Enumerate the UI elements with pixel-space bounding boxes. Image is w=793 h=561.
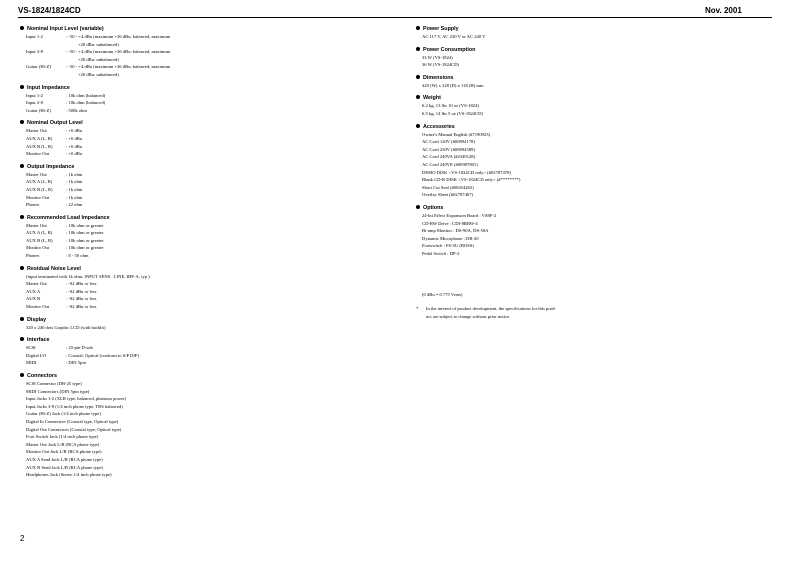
- spec-row: Guitar (Hi-Z) Jack (1/4 inch phone type): [26, 411, 101, 417]
- spec-section-residual-noise-level: [20, 266, 390, 311]
- page-number: 2: [20, 534, 25, 543]
- section-title-text: Recommended Load Impedance: [27, 214, 110, 221]
- spec-value: : Coaxial, Optical (conform to S/P DIF): [66, 352, 139, 358]
- spec-key: Master Out: [26, 171, 47, 177]
- section-title-text: Accessories: [423, 123, 455, 130]
- spec-value: : -82 dBu or less: [66, 288, 97, 294]
- spec-row: 36 W (VS-1824CD): [422, 62, 460, 68]
- spec-row: CD-RW Drive : CDI-8RRW-4: [422, 220, 478, 226]
- spec-value: : 10k ohm or greater: [66, 245, 104, 251]
- section-title-text: Nominal Output Level: [27, 120, 83, 127]
- spec-value: : DIN 5pin: [66, 360, 86, 366]
- spec-key: Phones: [26, 202, 40, 208]
- bullet-icon: [20, 26, 24, 30]
- spec-key: AUX A: [26, 288, 41, 294]
- spec-section-output-impedance: [20, 164, 390, 209]
- spec-row: [20, 127, 390, 135]
- spec-value: : 1k ohm: [66, 179, 83, 185]
- spec-row: Overlay Sheet (#02787467): [422, 192, 474, 198]
- spec-row: Digital In Connectors (Coaxial type, Optical type): [26, 418, 119, 424]
- spec-row: [20, 107, 390, 115]
- spec-section-power-supply: [416, 26, 786, 41]
- spec-row: [20, 288, 390, 296]
- note-line-1: In the interest of product development, the specifications for this prod-: [426, 306, 556, 312]
- spec-row: Master Out Jack L/R (RCA phone type): [26, 441, 100, 447]
- spec-section-connectors: [20, 373, 390, 479]
- spec-key: Guitar (Hi-Z): [26, 107, 51, 113]
- section-title-text: Interface: [27, 337, 50, 344]
- spec-row: 420 (W) x 328 (D) x 118 (H) mm: [422, 82, 484, 88]
- spec-value: +20 dBu: unbalanced): [78, 41, 119, 47]
- spec-row: [20, 303, 390, 311]
- spec-row: Blank CD-R DISK <VS-1824CD only> (#********): [422, 177, 521, 183]
- spec-key: Input 2-8: [26, 100, 43, 106]
- spec-row: Digital Out Connectors (Coaxial type, Optical type): [26, 426, 122, 432]
- spec-value: : +0 dBu: [66, 143, 83, 149]
- spec-row: Short Cut Seal (#00454265): [422, 184, 474, 190]
- bullet-icon: [20, 215, 24, 219]
- spec-key: Monitor Out: [26, 151, 50, 157]
- spec-value: : 10k ohm or greater: [66, 222, 104, 228]
- spec-key: Monitor Out: [26, 304, 50, 310]
- spec-value: : 500k ohm: [66, 107, 87, 113]
- spec-row: Pedal Switch : DP-2: [422, 250, 460, 256]
- right-column: [416, 26, 786, 321]
- spec-row: [20, 352, 390, 360]
- spec-row: [20, 33, 390, 41]
- spec-row: [20, 186, 390, 194]
- spec-section-options: [416, 205, 786, 258]
- bullet-icon: [416, 205, 420, 209]
- spec-section-dimensions: [416, 75, 786, 90]
- section-title: [416, 95, 786, 102]
- spec-row: Monitor Out Jack L/R (RCA phone type): [26, 449, 102, 455]
- spec-value: : -50 - +4 dBu (maximum +26 dBu: balanced, maximum: [66, 64, 171, 70]
- spec-row: 6.5 kg, 14 lbs 5 oz (VS-1824CD): [422, 110, 483, 116]
- spec-row: Foot Switch Jack (1/4 inch phone type): [26, 434, 99, 440]
- spec-row: DEMO DISK <VS-1824CD only> (#02787478): [422, 169, 511, 175]
- spec-row: [20, 171, 390, 179]
- spec-section-accessories: [416, 124, 786, 199]
- spec-value: : +0 dBu: [66, 151, 83, 157]
- spec-row: AC Cord 230V (#00894589): [422, 146, 475, 152]
- spec-row: [20, 41, 390, 49]
- spec-value: : -82 dBu or less: [66, 281, 97, 287]
- section-title: [20, 120, 390, 127]
- bullet-icon: [20, 317, 24, 321]
- section-title-text: Input Impedance: [27, 84, 70, 91]
- spec-key: Master Out: [26, 222, 47, 228]
- section-title: [416, 47, 786, 54]
- spec-row: [20, 201, 390, 209]
- spec-row: AUX B Send Jack L/R (RCA phone type): [26, 464, 103, 470]
- spec-key: MIDI: [26, 360, 37, 366]
- spec-row: Owner's Manual English (#7190923): [422, 131, 491, 137]
- spec-row: [20, 295, 390, 303]
- spec-row: 24-bit Effect Expansion Board : VS8F-2: [422, 212, 497, 218]
- spec-key: Input 3-8: [26, 49, 43, 55]
- spec-row: AC Cord 120V (#00894178): [422, 139, 475, 145]
- spec-row: [20, 244, 390, 252]
- spec-row: [20, 143, 390, 151]
- section-title-text: Options: [423, 204, 444, 211]
- spec-section-interface: [20, 337, 390, 367]
- bullet-icon: [20, 120, 24, 124]
- spec-row: [20, 222, 390, 230]
- spec-section-nominal-input-level-variable: [20, 26, 390, 79]
- spec-value: : -50 - +4 dBu (maximum +26 dBu: balanced, maximum: [66, 34, 171, 39]
- bullet-icon: [20, 373, 24, 377]
- spec-row: [20, 99, 390, 107]
- spec-value: : 10k ohm or greater: [66, 230, 104, 236]
- spec-row: [20, 92, 390, 100]
- dbu-note: (0 dBu = 0.775 Vrms): [422, 292, 463, 298]
- spec-value: : 1k ohm: [66, 171, 83, 177]
- spec-key: Phones: [26, 253, 40, 259]
- spec-key: AUX A (L, R): [26, 135, 53, 141]
- spec-row: [20, 359, 390, 367]
- spec-row: Input Jacks 1-2 (XLR type, balanced, phantom power): [26, 396, 127, 402]
- spec-row: AC Cord 240VE (#00907801): [422, 161, 478, 167]
- spec-row: SCSI Connector (DB-25 type): [26, 381, 82, 386]
- spec-key: SCSI: [26, 345, 36, 351]
- header-rule: [18, 17, 772, 18]
- bullet-icon: [20, 85, 24, 89]
- spec-value: +20 dBu: unbalanced): [78, 56, 119, 62]
- bullet-icon: [416, 47, 420, 51]
- spec-value: : 22 ohm: [66, 202, 83, 208]
- spec-row: [20, 63, 390, 71]
- section-title-text: Power Consumption: [423, 46, 476, 53]
- spec-key: Digital I/O: [26, 352, 47, 358]
- spec-row: 320 x 240 dots Graphic LCD (with backlit): [26, 324, 106, 330]
- spec-value: : +0 dBu: [66, 135, 83, 141]
- asterisk-mark: *: [416, 306, 419, 312]
- spec-key: Monitor Out: [26, 194, 50, 200]
- section-title-text: Power Supply: [423, 26, 459, 32]
- section-title: [20, 164, 390, 171]
- spec-value: : 10k ohm or greater: [66, 237, 104, 243]
- section-title-text: Display: [27, 316, 47, 323]
- spec-row: [20, 280, 390, 288]
- spec-row: Input Jacks 3-8 (1/4 inch phone type, TRS balanced): [26, 403, 123, 409]
- spec-key: Master Out: [26, 281, 47, 287]
- spec-row: [20, 229, 390, 237]
- spec-row: [20, 48, 390, 56]
- section-title-text: Connectors: [27, 373, 57, 379]
- spec-key: Input 1-2: [26, 34, 43, 39]
- note-line-2: uct are subject to change without prior notice.: [426, 314, 511, 320]
- spec-section-nominal-output-level: [20, 120, 390, 157]
- spec-value: : 10k ohm (balanced): [66, 92, 106, 98]
- section-title: [20, 26, 390, 33]
- spec-value: : 1k ohm: [66, 194, 83, 200]
- spec-value: : 8 - 50 ohm: [66, 253, 89, 259]
- bullet-icon: [20, 266, 24, 270]
- header-date: Nov. 2001: [705, 6, 742, 15]
- spec-row: Footswitch : FS-5U (BOSS): [422, 243, 474, 249]
- spec-key: Guitar (Hi-Z): [26, 64, 51, 70]
- spec-row: AC 117 V, AC 230 V or AC 240 V: [422, 34, 486, 39]
- bullet-icon: [416, 124, 420, 128]
- spec-row: AUX A Send Jack L/R (RCA phone type): [26, 456, 103, 462]
- spec-value: : -82 dBu or less: [66, 304, 97, 310]
- spec-value: +20 dBu: unbalanced): [78, 71, 119, 77]
- section-title: [20, 337, 390, 344]
- spec-value: : 10k ohm (balanced): [66, 100, 106, 106]
- bullet-icon: [416, 75, 420, 79]
- spec-value: : 1k ohm: [66, 186, 83, 192]
- bullet-icon: [416, 26, 420, 30]
- spec-row: AC Cord 240VA (#2349128): [422, 154, 476, 160]
- section-title: [20, 373, 390, 380]
- section-title: [416, 26, 786, 33]
- section-title-text: Dimensions: [423, 74, 454, 81]
- spec-key: Master Out: [26, 128, 47, 134]
- spec-row: MIDI Connectors (DIN 5pin type): [26, 388, 90, 394]
- section-title: [416, 124, 786, 131]
- section-title: [20, 85, 390, 92]
- spec-section-power-consumption: [416, 47, 786, 69]
- spec-row: Bi-amp Monitor : DS-90A, DS-50A: [422, 228, 489, 234]
- header-model: VS-1824/1824CD: [18, 6, 81, 15]
- left-column: [20, 26, 390, 485]
- spec-row: 33 W (VS-1824): [422, 54, 453, 60]
- section-title: [416, 205, 786, 212]
- spec-section-recommended-load-impedance: [20, 215, 390, 260]
- spec-section-input-impedance: [20, 85, 390, 115]
- section-title-text: Nominal Input Level (variable): [27, 26, 104, 32]
- spec-change-note: [416, 305, 786, 321]
- spec-key: AUX B: [26, 296, 41, 302]
- section-title-text: Residual Noise Level: [27, 265, 81, 272]
- spec-row: [20, 344, 390, 352]
- spec-row: [20, 150, 390, 158]
- spec-row: [20, 178, 390, 186]
- spec-key: Monitor Out: [26, 245, 50, 251]
- spec-row: [20, 237, 390, 245]
- spec-row: Dynamic Microphone : DR-20: [422, 235, 479, 241]
- spec-row: 6.2 kg, 13 lbs 10 oz (VS-1824): [422, 103, 479, 109]
- spec-value: : -50 - +4 dBu (maximum +26 dBu: balanced, maximum: [66, 49, 171, 55]
- bullet-icon: [20, 164, 24, 168]
- spec-key: AUX A (L, R): [26, 179, 53, 185]
- section-title: [20, 266, 390, 273]
- section-title-text: Output Impedance: [27, 163, 75, 170]
- spec-key: AUX B (L, R): [26, 143, 53, 149]
- spec-row: Headphones Jack (Stereo 1/4 inch phone type): [26, 472, 112, 478]
- spec-key: AUX A (L, R): [26, 230, 53, 236]
- spec-section-weight: [416, 95, 786, 117]
- spec-row: [20, 252, 390, 260]
- spec-value: : -82 dBu or less: [66, 296, 97, 302]
- section-title-text: Weight: [423, 95, 441, 102]
- spec-row: (input terminated with 1k ohm, INPUT SENS : LINE, IHF-A, typ.): [26, 273, 150, 279]
- spec-row: [20, 135, 390, 143]
- spec-section-display: [20, 317, 390, 332]
- spec-key: AUX B (L, R): [26, 186, 53, 192]
- section-title: [20, 317, 390, 324]
- section-title: [20, 215, 390, 222]
- section-title: [416, 75, 786, 82]
- spec-row: [20, 56, 390, 64]
- bullet-icon: [20, 337, 24, 341]
- spec-key: AUX B (L, R): [26, 237, 53, 243]
- spec-key: Input 1-2: [26, 92, 43, 98]
- spec-row: [20, 71, 390, 79]
- spec-row: [20, 194, 390, 202]
- spec-value: : +0 dBu: [66, 128, 83, 134]
- bullet-icon: [416, 95, 420, 99]
- spec-value: : 25-pin D-sub: [66, 345, 93, 351]
